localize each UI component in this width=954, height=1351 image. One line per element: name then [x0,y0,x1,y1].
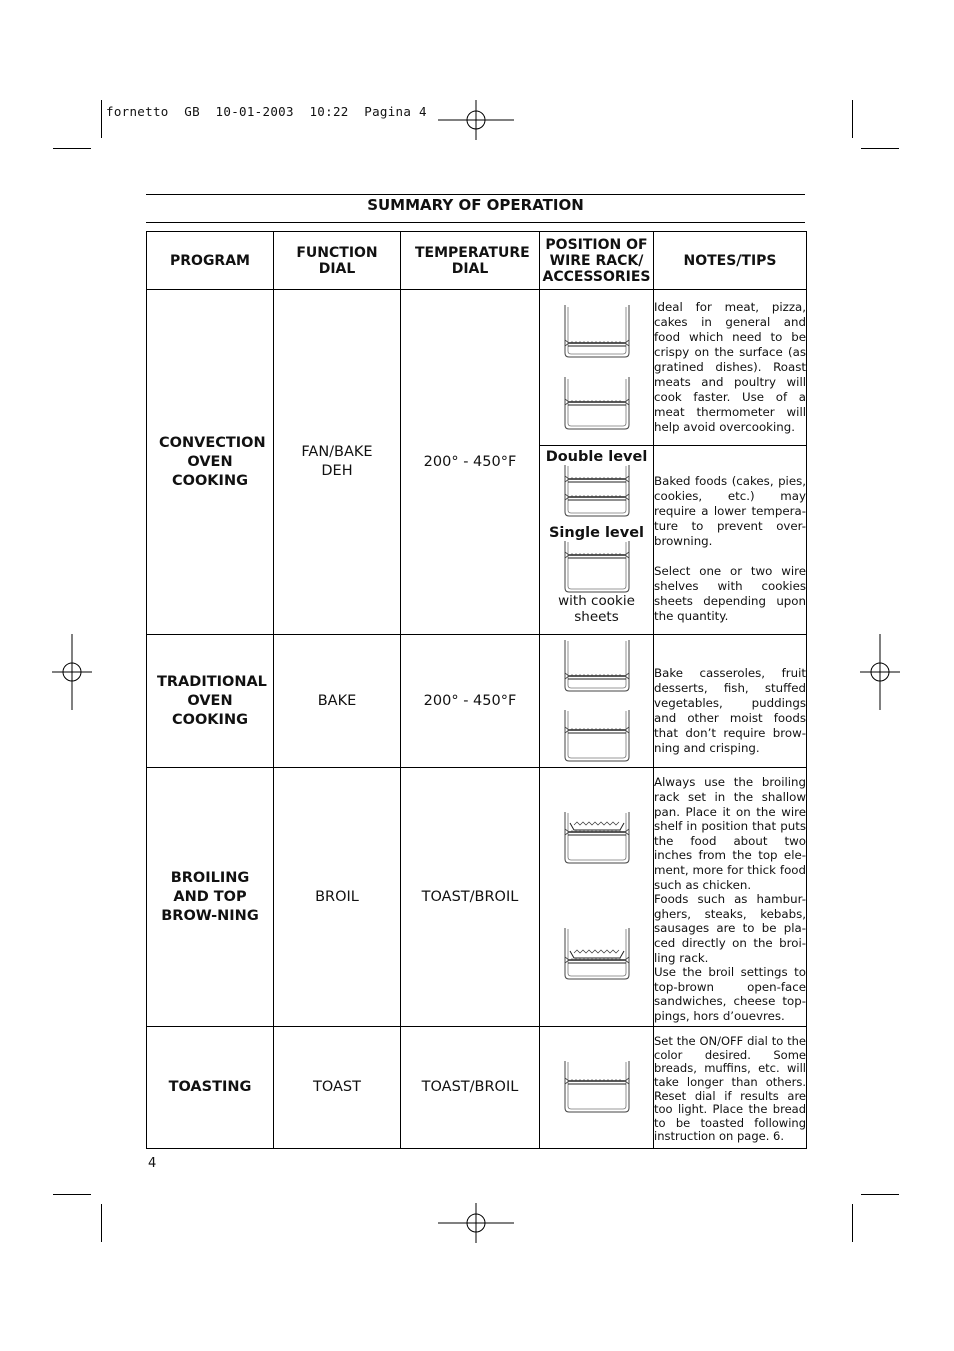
double-level-label: Double level [545,449,648,465]
program-toasting: TOASTING [147,1027,274,1149]
program-convection: CONVECTION OVEN COOKING [147,290,274,635]
header-temperature-dial: TEMPERATURE DIAL [401,232,540,290]
title-rule-bottom [146,222,805,223]
function-toasting: TOAST [274,1027,401,1149]
note-broiling-foods: Foods such as hambur-ghers, steaks, kebabs, sausages are to be pla-ced directly on the broi-ling rack. [654,892,806,965]
cookie-sheets-caption: with cookie sheets [558,593,635,625]
table-row [147,768,807,1027]
note-convection: Ideal for meat, pizza, cakes in general and food which need to be crispy on the surface (as gratined dishes). Roast meats and poultry will cook faster. Use of a meat thermometer will help avoid overcooking. [654,290,807,446]
oven-rack-icon [562,303,632,361]
temperature-broiling: TOAST/BROIL [401,768,540,1027]
page-number: 4 [148,1156,157,1171]
oven-rack-icon [562,375,632,433]
note-toasting: Set the ON/OFF dial to the color desired. Some breads, muffins, etc. will take longer than others. Reset dial if results are too light. Place the bread to be toasted following instruction on page. 6. [654,1027,807,1149]
page-title: SUMMARY OF OPERATION [367,196,584,214]
header-program: PROGRAM [147,232,274,290]
single-level-rack-icon [562,541,632,593]
note-broiling [654,768,807,1027]
note-traditional: Bake casseroles, fruit desserts, fish, stuffed vegetables, puddings and other moist foods that don’t require brow-ning and crisping. [654,635,807,768]
oven-rack-icon [562,710,632,762]
broil-pan-rack-icon [562,928,632,982]
program-traditional: TRADITIONAL OVEN COOKING [147,635,274,768]
note-baking [654,446,807,635]
rack-position-traditional [540,635,654,768]
registration-mark-left [50,632,94,712]
header-function-dial: FUNCTION DIAL [274,232,401,290]
registration-mark-right [858,632,902,712]
title-rule-top [146,194,805,195]
note-baking-shelves: Select one or two wire shelves with cookies sheets depending upon the quantity. [654,564,806,623]
rack-position-broiling [540,768,654,1027]
temperature-traditional: 200° - 450°F [401,635,540,768]
single-level-label: Single level [548,525,645,541]
oven-rack-icon [562,1061,632,1115]
note-broiling-rack: Always use the broiling rack set in the shallow pan. Place it on the wire shelf in position that puts the food about two inches from the top ele-ment, more for thick food such as chicken. [654,775,806,892]
note-broiling-top: Use the broil settings to top-brown open-face sandwiches, cheese top-pings, hors d’ouevres. [654,965,806,1023]
oven-rack-icon [562,640,632,692]
rack-position-baking [540,446,654,635]
program-broiling: BROILING AND TOP BROW-NING [147,768,274,1027]
operation-table [146,231,807,1149]
rack-position-convection [540,290,654,446]
print-slug: fornetto GB 10-01-2003 10:22 Pagina 4 [106,104,427,119]
rack-position-toasting [540,1027,654,1149]
double-level-rack-icon [562,465,632,517]
note-baking-temperature: Baked foods (cakes, pies, cookies, etc.) may require a lower tempera-ture to prevent over-browning. [654,474,806,548]
table-row [147,290,807,446]
function-traditional: BAKE [274,635,401,768]
function-broiling: BROIL [274,768,401,1027]
registration-mark-top [436,98,516,142]
header-row [147,232,807,290]
table-row [147,635,807,768]
header-position: POSITION OF WIRE RACK/ ACCESSORIES [540,232,654,290]
function-convection: FAN/BAKE DEH [274,290,401,635]
temperature-convection: 200° - 450°F [401,290,540,635]
header-notes: NOTES/TIPS [654,232,807,290]
registration-mark-bottom [436,1201,516,1245]
broil-pan-rack-icon [562,812,632,866]
table-row [147,1027,807,1149]
temperature-toasting: TOAST/BROIL [401,1027,540,1149]
